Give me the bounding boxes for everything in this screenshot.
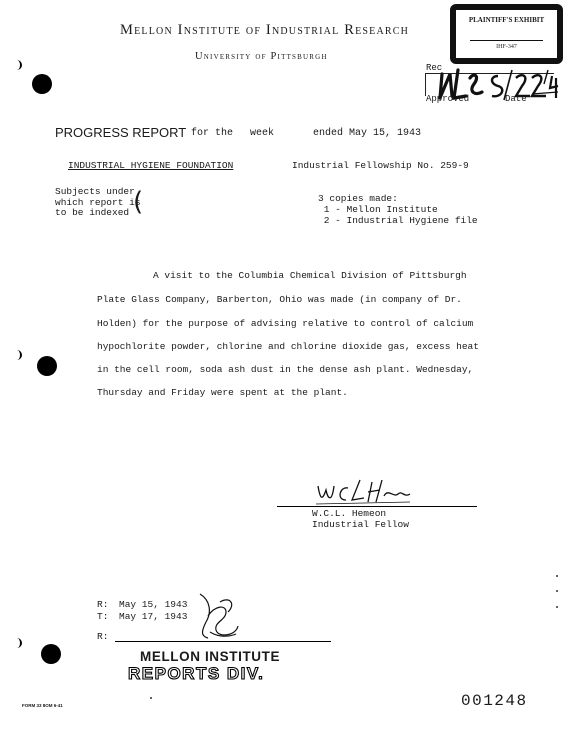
report-for-label: for the bbox=[191, 128, 234, 139]
binder-tick-mark bbox=[14, 638, 22, 648]
brace-mark: ( bbox=[133, 187, 144, 217]
exhibit-stamp-id: IHF-347 bbox=[496, 44, 517, 50]
second-received-label: R: bbox=[97, 631, 109, 642]
signature-line bbox=[277, 506, 477, 507]
body-line: Thursday and Friday were spent at the plant. bbox=[97, 387, 348, 398]
form-code: FORM 33 8OM 6-41 bbox=[22, 703, 63, 708]
binder-hole bbox=[41, 644, 61, 664]
plaintiff-exhibit-stamp bbox=[450, 4, 563, 64]
institute-header: Mellon Institute of Industrial Research bbox=[120, 22, 410, 38]
mellon-institute-stamp-line1: MELLON INSTITUTE bbox=[140, 649, 281, 664]
scan-speck bbox=[556, 606, 558, 608]
date-label: Date bbox=[505, 94, 527, 104]
exhibit-stamp-rule bbox=[470, 40, 543, 41]
body-line: A visit to the Columbia Chemical Division of Pittsburgh bbox=[153, 270, 467, 281]
reports-division-stamp-line2: REPORTS DIV. bbox=[128, 664, 265, 683]
binder-tick-mark bbox=[14, 60, 22, 70]
handwritten-received-date bbox=[436, 66, 560, 104]
received-label: Rec bbox=[426, 63, 443, 73]
handwritten-initials bbox=[196, 592, 244, 642]
subjects-index-label: Subjects under which report is to be indexed bbox=[55, 186, 141, 218]
bates-number: 001248 bbox=[461, 692, 528, 710]
body-line: in the cell room, soda ash dust in the dense ash plant. Wednesday, bbox=[97, 364, 474, 375]
received-routing-date: May 15, 1943 bbox=[119, 599, 188, 610]
exhibit-stamp-title: PLAINTIFF'S EXHIBIT bbox=[468, 16, 545, 24]
received-routing-label: R: bbox=[97, 599, 109, 610]
body-line: Holden) for the purpose of advising relative to control of calcium bbox=[97, 318, 474, 329]
scan-speck bbox=[150, 697, 152, 699]
binder-hole bbox=[37, 356, 57, 376]
signatory-title: Industrial Fellow bbox=[312, 519, 409, 530]
copies-distribution: 3 copies made: 1 - Mellon Institute 2 - Industrial Hygiene file bbox=[318, 193, 478, 226]
body-line: Plate Glass Company, Barberton, Ohio was made (in company of Dr. bbox=[97, 294, 462, 305]
binder-hole bbox=[32, 74, 52, 94]
transmitted-routing-date: May 17, 1943 bbox=[119, 611, 188, 622]
body-line: hypochlorite powder, chlorine and chlorine dioxide gas, excess heat bbox=[97, 341, 479, 352]
report-period: ended May 15, 1943 bbox=[313, 128, 422, 139]
university-subheader: University of Pittsburgh bbox=[195, 51, 328, 62]
report-week-label: week bbox=[250, 128, 275, 139]
handwritten-signature bbox=[314, 476, 414, 508]
transmitted-routing-label: T: bbox=[97, 611, 109, 622]
report-title: PROGRESS REPORT bbox=[55, 125, 187, 140]
approved-label: Approved bbox=[426, 94, 470, 104]
scan-speck bbox=[556, 590, 558, 592]
scan-speck bbox=[556, 575, 558, 577]
binder-tick-mark bbox=[14, 350, 22, 360]
sponsor-name: INDUSTRIAL HYGIENE FOUNDATION bbox=[68, 160, 234, 171]
fellowship-number: Industrial Fellowship No. 259-9 bbox=[292, 160, 469, 171]
signatory-name: W.C.L. Hemeon bbox=[312, 508, 387, 519]
